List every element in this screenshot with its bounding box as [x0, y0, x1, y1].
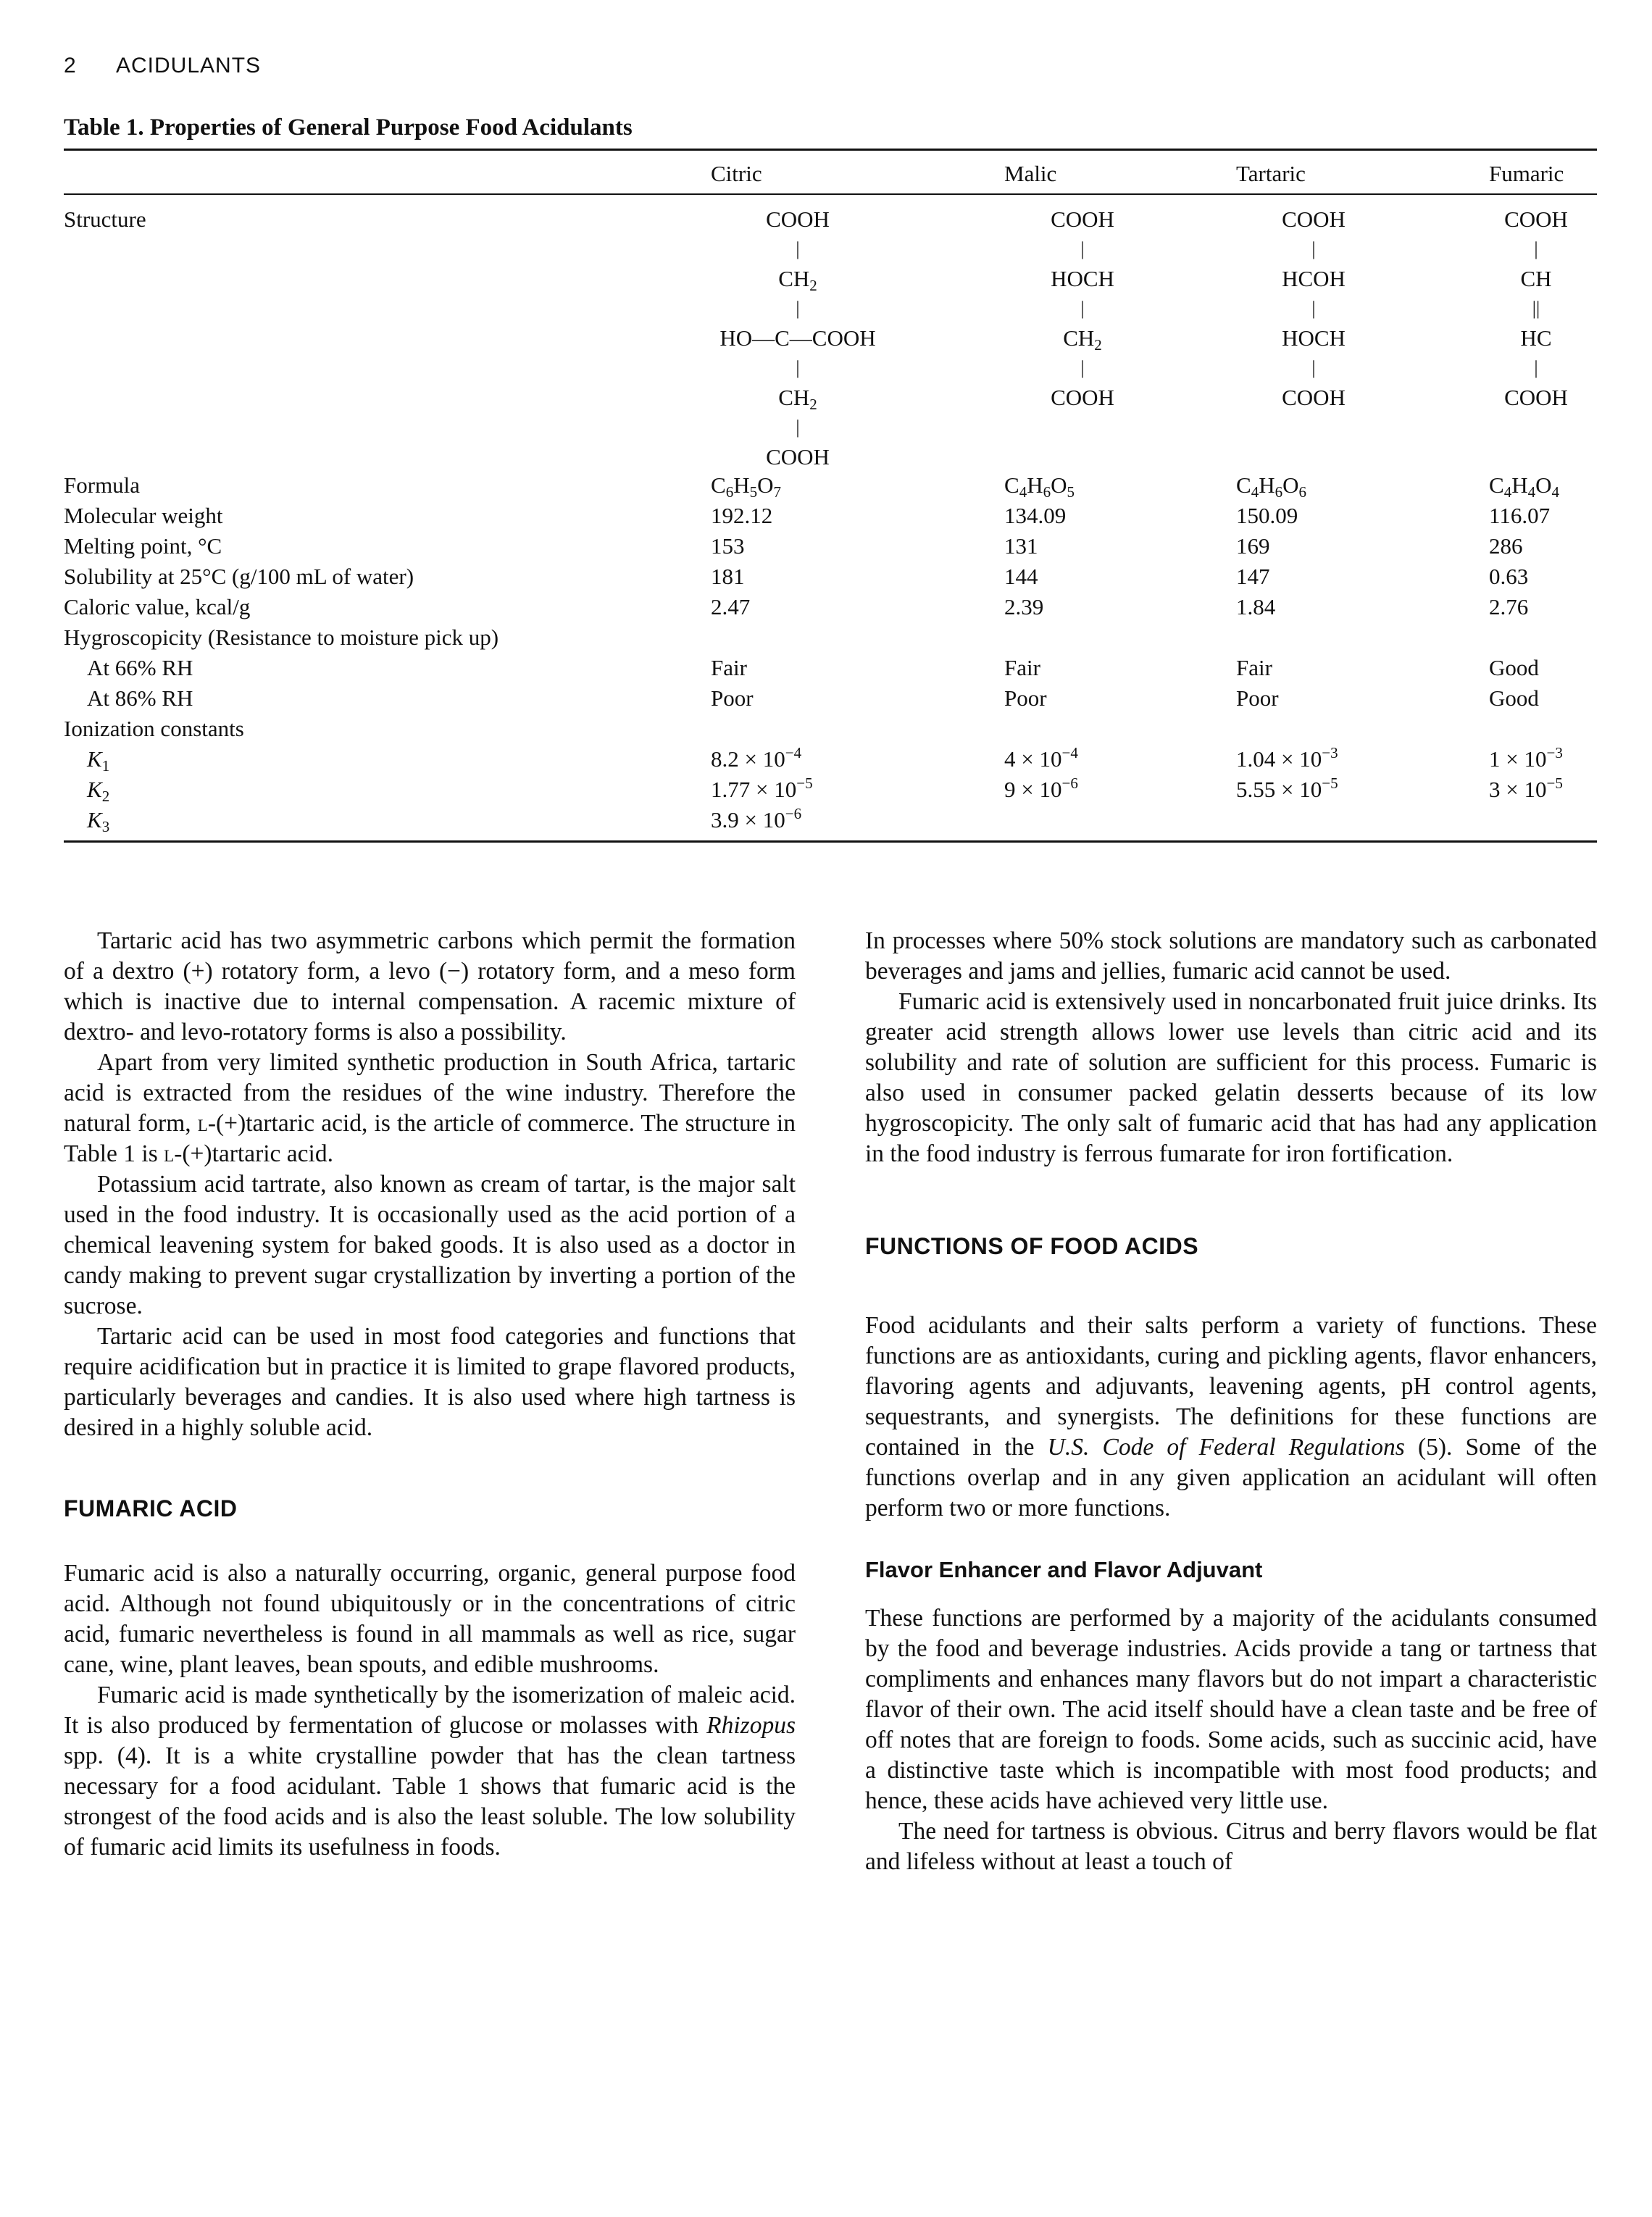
row-label-rh86: At 86% RH [87, 685, 193, 711]
paragraph: These functions are performed by a majority of the acidulants consumed by the food and beverage industries. Acids provide a tang or tartness that compliments and enhances many flavors but do not impart a characteristic flavor of their own. The acid itself should have a clean taste and be free of off notes that are foreign to foods. Some acids, such as succinic acid, have a distinctive taste which is incompatible with most food products; and hence, these acids have achieved very little use. [865, 1605, 1597, 1814]
paragraph: Potassium acid tartrate, also known as cream of tartar, is the major salt used in the food industry. It is occasionally used as the acid portion of a chemical leavening system for baked goods. It is also used as a doctor in candy making to prevent sugar crystallization by inverting a portion of the sucrose. [64, 1171, 796, 1319]
table-top-rule [64, 149, 1597, 151]
row-label-molecular-weight: Molecular weight [64, 503, 223, 528]
table-cell: $4 \times 10^{-4}$ [1004, 744, 1078, 772]
table-header-rule [64, 193, 1597, 195]
table-cell: Fair [1236, 655, 1272, 680]
table-cell: $8.2 \times 10^{-4}$ [711, 744, 802, 772]
paragraph: Fumaric acid is extensively used in noncarbonated fruit juice drinks. Its greater acid strength allows lower use levels than citric acid and its solubility and rate of solution are sufficient for this process. Fumaric is also used in consumer packed gelatin desserts because of its low hygroscopicity. The only salt of fumaric acid that has had any application in the food industry is ferrous fumarate for iron fortification. [865, 988, 1597, 1167]
row-label-structure: Structure [64, 206, 146, 232]
table-cell: 2.39 [1004, 594, 1044, 619]
left-column [64, 926, 796, 1863]
table-cell: 286 [1489, 533, 1523, 559]
table-cell: Good [1489, 685, 1539, 711]
column-header-tartaric: Tartaric [1236, 161, 1306, 186]
table-cell: 1.84 [1236, 594, 1276, 619]
column-header-malic: Malic [1004, 161, 1057, 186]
table-cell: 192.12 [711, 503, 773, 528]
row-label-ionization: Ionization constants [64, 716, 244, 741]
paragraph: Tartaric acid can be used in most food categories and functions that require acidification but in practice it is limited to grape flavored products, particularly beverages and candies. It is also used where high tartness is desired in a highly soluble acid. [64, 1323, 796, 1441]
table-cell: 134.09 [1004, 503, 1067, 528]
row-label-solubility: Solubility at 25°C (g/100 mL of water) [64, 564, 414, 589]
table-cell: $5.55 \times 10^{-5}$ [1236, 775, 1338, 802]
table-cell: $3.9 \times 10^{-6}$ [711, 805, 802, 832]
structure-citric: COOH | $CH_2$ | HO—C—COOH | $CH_2$ | COOH [719, 206, 876, 469]
table-cell: Poor [711, 685, 754, 711]
table-cell: 169 [1236, 533, 1270, 559]
paragraph: Food acidulants and their salts perform a variety of functions. These functions are as antioxidants, curing and pickling agents, flavor enhancers, flavoring agents and adjuvants, leavening agents, pH control agents, sequestrants, and synergists. The definitions for these functions are contained in the U.S. Code of Federal Regulations (5). Some of the functions overlap and in any given application an acidulant will often perform two or more functions. [865, 1312, 1597, 1521]
table-cell: 144 [1004, 564, 1038, 589]
table-bottom-rule [64, 840, 1597, 843]
row-label-rh66: At 66% RH [87, 655, 193, 680]
table-cell: 0.63 [1489, 564, 1529, 589]
row-label-k1: $K_1$ [87, 746, 110, 775]
structure-malic: COOH | HOCH | $CH_2$ | COOH [1051, 206, 1114, 410]
column-header-citric: Citric [711, 161, 762, 186]
paragraph: Fumaric acid is also a naturally occurring, organic, general purpose food acid. Although not found ubiquitously or in the concentrations of citric acid, fumaric nevertheless is found in all mammals as well as rice, sugar cane, wine, plant leaves, bean spouts, and edible mushrooms. [64, 1560, 796, 1678]
table-caption: Table 1. Properties of General Purpose Food Acidulants [64, 114, 633, 141]
formula-citric: $C_6H_5O_7$ [711, 472, 781, 501]
table-cell: 131 [1004, 533, 1038, 559]
right-column [865, 926, 1597, 1877]
paragraph: The need for tartness is obvious. Citrus and berry flavors would be flat and lifeless without at least a touch of [865, 1818, 1597, 1875]
row-label-k2: $K_2$ [87, 777, 110, 805]
table-cell: Poor [1004, 685, 1047, 711]
structure-tartaric: COOH | HCOH | HOCH | COOH [1282, 206, 1346, 410]
column-header-fumaric: Fumaric [1489, 161, 1564, 186]
table-cell: Poor [1236, 685, 1279, 711]
formula-malic: $C_4H_6O_5$ [1004, 472, 1075, 501]
table-cell: 147 [1236, 564, 1270, 589]
formula-tartaric: $C_4H_6O_6$ [1236, 472, 1306, 501]
row-label-hygroscopicity: Hygroscopicity (Resistance to moisture pick up) [64, 625, 499, 650]
row-label-formula: Formula [64, 472, 141, 498]
paragraph: Tartaric acid has two asymmetric carbons which permit the formation of a dextro (+) rotatory form, a levo (−) rotatory form, and a meso form which is inactive due to internal compensation. A racemic mixture of dextro- and levo-rotatory forms is also a possibility. [64, 927, 796, 1045]
paragraph: Fumaric acid is made synthetically by the isomerization of maleic acid. It is also produced by fermentation of glucose or molasses with Rhizopus spp. (4). It is a white crystalline powder that has the clean tartness necessary for a food acidulant. Table 1 shows that fumaric acid is the strongest of the food acids and is also the least soluble. The low solubility of fumaric acid limits its usefulness in foods. [64, 1682, 796, 1861]
structure-fumaric: COOH | CH || HC | COOH [1504, 206, 1568, 410]
table-cell: $1.04 \times 10^{-3}$ [1236, 744, 1338, 772]
running-title: ACIDULANTS [116, 54, 262, 78]
table-cell: 153 [711, 533, 745, 559]
table-cell: $9 \times 10^{-6}$ [1004, 775, 1078, 802]
table-cell: 2.47 [711, 594, 751, 619]
paragraph: In processes where 50% stock solutions are mandatory such as carbonated beverages and jams and jellies, fumaric acid cannot be used. [865, 927, 1597, 985]
table-cell: 181 [711, 564, 745, 589]
formula-fumaric: $C_4H_4O_4$ [1489, 472, 1559, 501]
table-cell: Fair [711, 655, 747, 680]
section-heading: FUNCTIONS OF FOOD ACIDS [865, 1233, 1199, 1259]
table-cell: Fair [1004, 655, 1040, 680]
subsection-heading: Flavor Enhancer and Flavor Adjuvant [865, 1557, 1263, 1582]
table-cell: 2.76 [1489, 594, 1529, 619]
table-cell: 150.09 [1236, 503, 1298, 528]
paragraph: Apart from very limited synthetic production in South Africa, tartaric acid is extracted from the residues of the wine industry. Therefore the natural form, l-(+)tartaric acid, is the article of commerce. The structure in Table 1 is l-(+)tartaric acid. [64, 1049, 796, 1167]
row-label-caloric-value: Caloric value, kcal/g [64, 594, 251, 619]
table-cell: 116.07 [1489, 503, 1551, 528]
table-cell: $1 \times 10^{-3}$ [1489, 744, 1563, 772]
page-number: 2 [64, 54, 76, 78]
table-cell: $3 \times 10^{-5}$ [1489, 775, 1563, 802]
section-heading: FUMARIC ACID [64, 1495, 238, 1521]
table-cell: $1.77 \times 10^{-5}$ [711, 775, 813, 802]
row-label-k3: $K_3$ [87, 807, 110, 835]
row-label-melting-point: Melting point, °C [64, 533, 222, 559]
table-cell: Good [1489, 655, 1539, 680]
